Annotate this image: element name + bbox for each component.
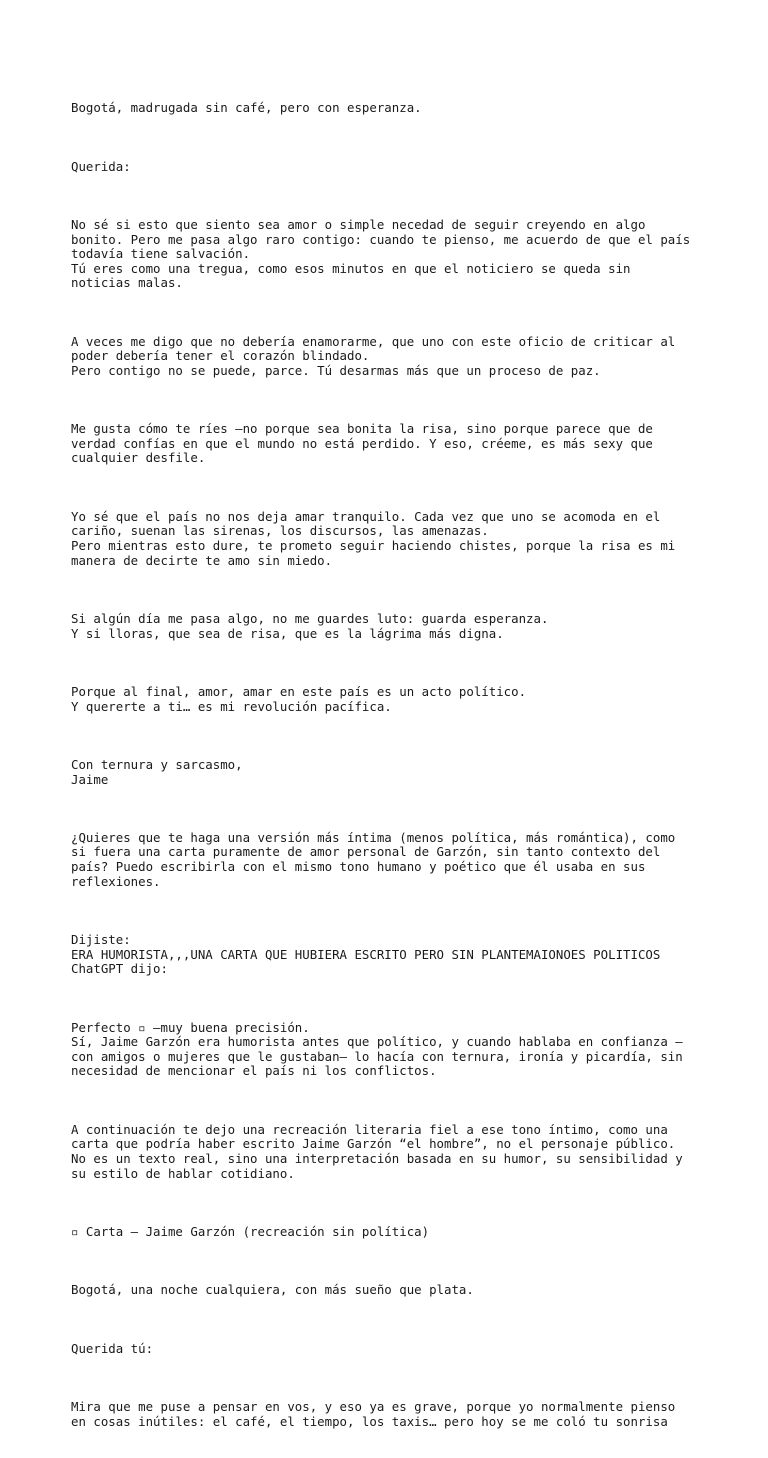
paragraph: Yo sé que el país no nos deja amar tranquilo. Cada vez que uno se acomoda en el cariño, suenan las sirenas, los discursos, las amenazas. Pero mientras esto dure, te prometo seguir haciendo chistes, porque la risa es mi manera de decirte te amo sin miedo.	[71, 508, 676, 568]
user-prompt: Dijiste: ERA HUMORISTA,,,UNA CARTA QUE HUBIERA ESCRITO PERO SIN PLANTEMAIONOES POLITICOS ChatGPT dijo:	[71, 932, 661, 977]
paragraph: Si algún día me pasa algo, no me guardes luto: guarda esperanza. Y si lloras, que sea de risa, que es la lágrima más digna.	[71, 610, 549, 641]
paragraph: Perfecto ▫ —muy buena precisión. Sí, Jaime Garzón era humorista antes que político, y cuando hablaba en confianza — con amigos o mujeres que le gustaban— lo hacía con ternura, ironía y picardía, sin necesidad de mencionar el país ni los conflictos.	[71, 1019, 683, 1079]
signature: Con ternura y sarcasmo, Jaime	[71, 756, 243, 787]
greeting-place-date: Bogotá, madrugada sin café, pero con esperanza.	[71, 100, 422, 116]
letter-heading: ▫ Carta – Jaime Garzón (recreación sin política)	[71, 1223, 430, 1239]
salutation: Querida tú:	[71, 1340, 154, 1356]
greeting-place-date: Bogotá, una noche cualquiera, con más sueño que plata.	[71, 1282, 474, 1298]
document-page	[71, 72, 721, 1458]
salutation: Querida:	[71, 158, 131, 174]
paragraph: A veces me digo que no debería enamorarme, que uno con este oficio de criticar al poder debería tener el corazón blindado. Pero contigo no se puede, parce. Tú desarmas más que un proceso de paz.	[71, 333, 676, 378]
paragraph: Porque al final, amor, amar en este país es un acto político. Y quererte a ti… es mi revolución pacífica.	[71, 683, 527, 714]
paragraph: No sé si esto que siento sea amor o simple necedad de seguir creyendo en algo bonito. Pero me pasa algo raro contigo: cuando te pienso, me acuerdo de que el país todavía tiene salvación. Tú eres como una tregua, como esos minutos en que el noticiero se queda sin noticias malas.	[71, 216, 691, 291]
assistant-question: ¿Quieres que te haga una versión más íntima (menos política, más romántica), como si fuera una carta puramente de amor personal de Garzón, sin tanto contexto del país? Puedo escribirla con el mismo tono humano y poético que él usaba en sus reflexiones.	[71, 829, 676, 889]
paragraph: Me gusta cómo te ríes —no porque sea bonita la risa, sino porque parece que de verdad confías en que el mundo no está perdido. Y eso, créeme, es más sexy que cualquier desfile.	[71, 421, 653, 466]
paragraph: Mira que me puse a pensar en vos, y eso ya es grave, porque yo normalmente pienso en cosas inútiles: el café, el tiempo, los taxis… pero hoy se me coló tu sonrisa	[71, 1399, 676, 1429]
paragraph: A continuación te dejo una recreación literaria fiel a ese tono íntimo, como una carta que podría haber escrito Jaime Garzón “el hombre”, no el personaje público. No es un texto real, sino una interpretación basada en su humor, su sensibilidad y su estilo de hablar cotidiano.	[71, 1121, 683, 1181]
